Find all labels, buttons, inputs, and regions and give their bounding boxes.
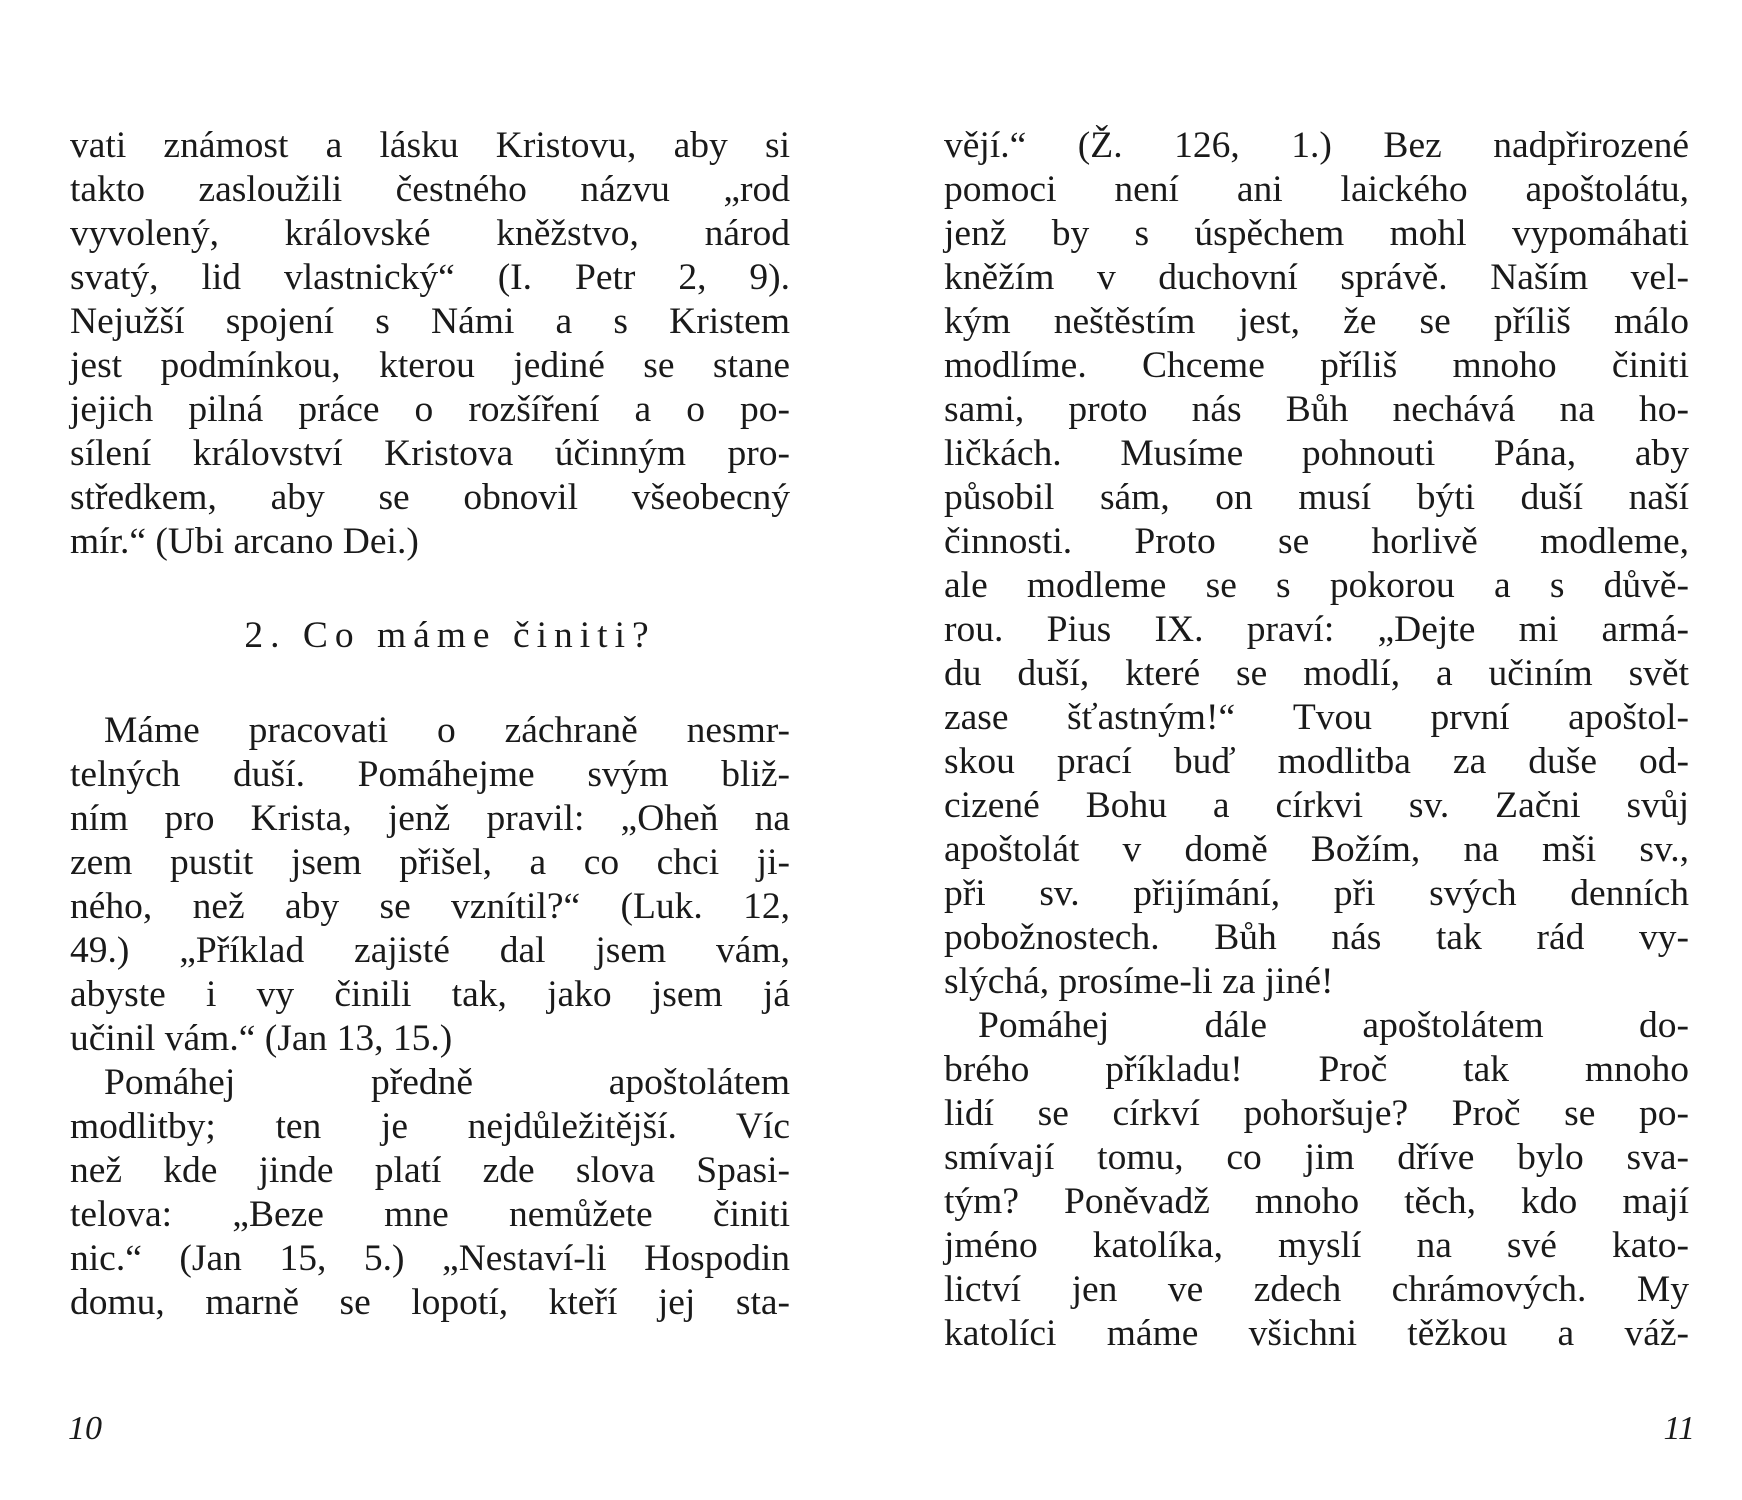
text-line: lictví jen ve zdech chrámových. My <box>944 1269 1689 1310</box>
text-line: pomoci není ani laického apoštolátu, <box>944 169 1689 210</box>
text-line: Pomáhej předně apoštolátem <box>104 1062 790 1103</box>
text-line: ného, než aby se vznítil?“ (Luk. 12, <box>70 886 790 927</box>
text-line: učinil vám.“ (Jan 13, 15.) <box>70 1018 453 1059</box>
text-line: jest podmínkou, kterou jediné se stane <box>70 345 790 386</box>
text-line: ale modleme se s pokorou a s důvě- <box>944 565 1689 606</box>
paragraph <box>70 709 790 1061</box>
text-line: sami, proto nás Bůh nechává na ho- <box>944 389 1689 430</box>
text-line: zase šťastným!“ Tvou první apoštol- <box>944 697 1689 738</box>
right-page <box>871 0 1742 1500</box>
text-line: abyste i vy činili tak, jako jsem já <box>70 974 790 1015</box>
text-line: smívají tomu, co jim dříve bylo sva- <box>944 1137 1689 1178</box>
page-number: 11 <box>1663 1410 1695 1447</box>
text-line: vyvolený, královské kněžstvo, národ <box>70 213 790 254</box>
text-line: jméno katolíka, myslí na své kato- <box>944 1225 1689 1266</box>
text-line: telných duší. Pomáhejme svým bliž- <box>70 754 790 795</box>
text-line: pobožnostech. Bůh nás tak rád vy- <box>944 917 1689 958</box>
paragraph <box>944 1004 1689 1356</box>
text-line: cizené Bohu a církvi sv. Začni svůj <box>944 785 1689 826</box>
text-line: domu, marně se lopotí, kteří jej sta- <box>70 1282 790 1323</box>
text-line: slýchá, prosíme-li za jiné! <box>944 961 1334 1002</box>
text-line: vějí.“ (Ž. 126, 1.) Bez nadpřirozené <box>944 125 1689 166</box>
right-page-text <box>944 124 1689 1356</box>
text-line: apoštolát v domě Božím, na mši sv., <box>944 829 1689 870</box>
text-line: du duší, které se modlí, a učiním svět <box>944 653 1689 694</box>
text-line: jejich pilná práce o rozšíření a o po- <box>70 389 790 430</box>
text-line: činnosti. Proto se horlivě modleme, <box>944 521 1689 562</box>
text-line: kněžím v duchovní správě. Naším vel- <box>944 257 1689 298</box>
text-line: při sv. přijímání, při svých denních <box>944 873 1689 914</box>
text-line: Nejužší spojení s Námi a s Kristem <box>70 301 790 342</box>
text-line: nic.“ (Jan 15, 5.) „Nestaví-li Hospodin <box>70 1238 790 1279</box>
text-line: středkem, aby se obnovil všeobecný <box>70 477 790 518</box>
text-line: modlitby; ten je nejdůležitější. Víc <box>70 1106 790 1147</box>
text-line: skou prací buď modlitba za duše od- <box>944 741 1689 782</box>
page-number: 10 <box>68 1410 102 1447</box>
text-line: jenž by s úspěchem mohl vypomáhati <box>944 213 1689 254</box>
text-line: katolíci máme všichni těžkou a váž- <box>944 1313 1689 1354</box>
text-line: modlíme. Chceme příliš mnoho činiti <box>944 345 1689 386</box>
text-line: telova: „Beze mne nemůžete činiti <box>70 1194 790 1235</box>
text-line: rou. Pius IX. praví: „Dejte mi armá- <box>944 609 1689 650</box>
text-line: Pomáhej dále apoštolátem do- <box>978 1005 1689 1046</box>
left-page-text <box>70 124 790 1325</box>
paragraph <box>70 124 790 564</box>
text-line: ličkách. Musíme pohnouti Pána, aby <box>944 433 1689 474</box>
paragraph <box>944 124 1689 1004</box>
text-line: svatý, lid vlastnický“ (I. Petr 2, 9). <box>70 257 790 298</box>
section-heading: 2. Co máme činiti? <box>244 615 656 656</box>
text-line: mír.“ (Ubi arcano Dei.) <box>70 521 419 562</box>
text-line: brého příkladu! Proč tak mnoho <box>944 1049 1689 1090</box>
text-line: sílení království Kristova účinným pro- <box>70 433 790 474</box>
text-line: vati známost a lásku Kristovu, aby si <box>70 125 790 166</box>
text-line: působil sám, on musí býti duší naší <box>944 477 1689 518</box>
text-line: zem pustit jsem přišel, a co chci ji- <box>70 842 790 883</box>
paragraph <box>70 1061 790 1325</box>
text-line: lidí se církví pohoršuje? Proč se po- <box>944 1093 1689 1134</box>
text-line: 49.) „Příklad zajisté dal jsem vám, <box>70 930 790 971</box>
text-line: než kde jinde platí zde slova Spasi- <box>70 1150 790 1191</box>
text-line: ním pro Krista, jenž pravil: „Oheň na <box>70 798 790 839</box>
text-line: takto zasloužili čestného názvu „rod <box>70 169 790 210</box>
text-line: kým neštěstím jest, že se příliš málo <box>944 301 1689 342</box>
text-line: Máme pracovati o záchraně nesmr- <box>104 710 790 751</box>
text-line: tým? Poněvadž mnoho těch, kdo mají <box>944 1181 1689 1222</box>
